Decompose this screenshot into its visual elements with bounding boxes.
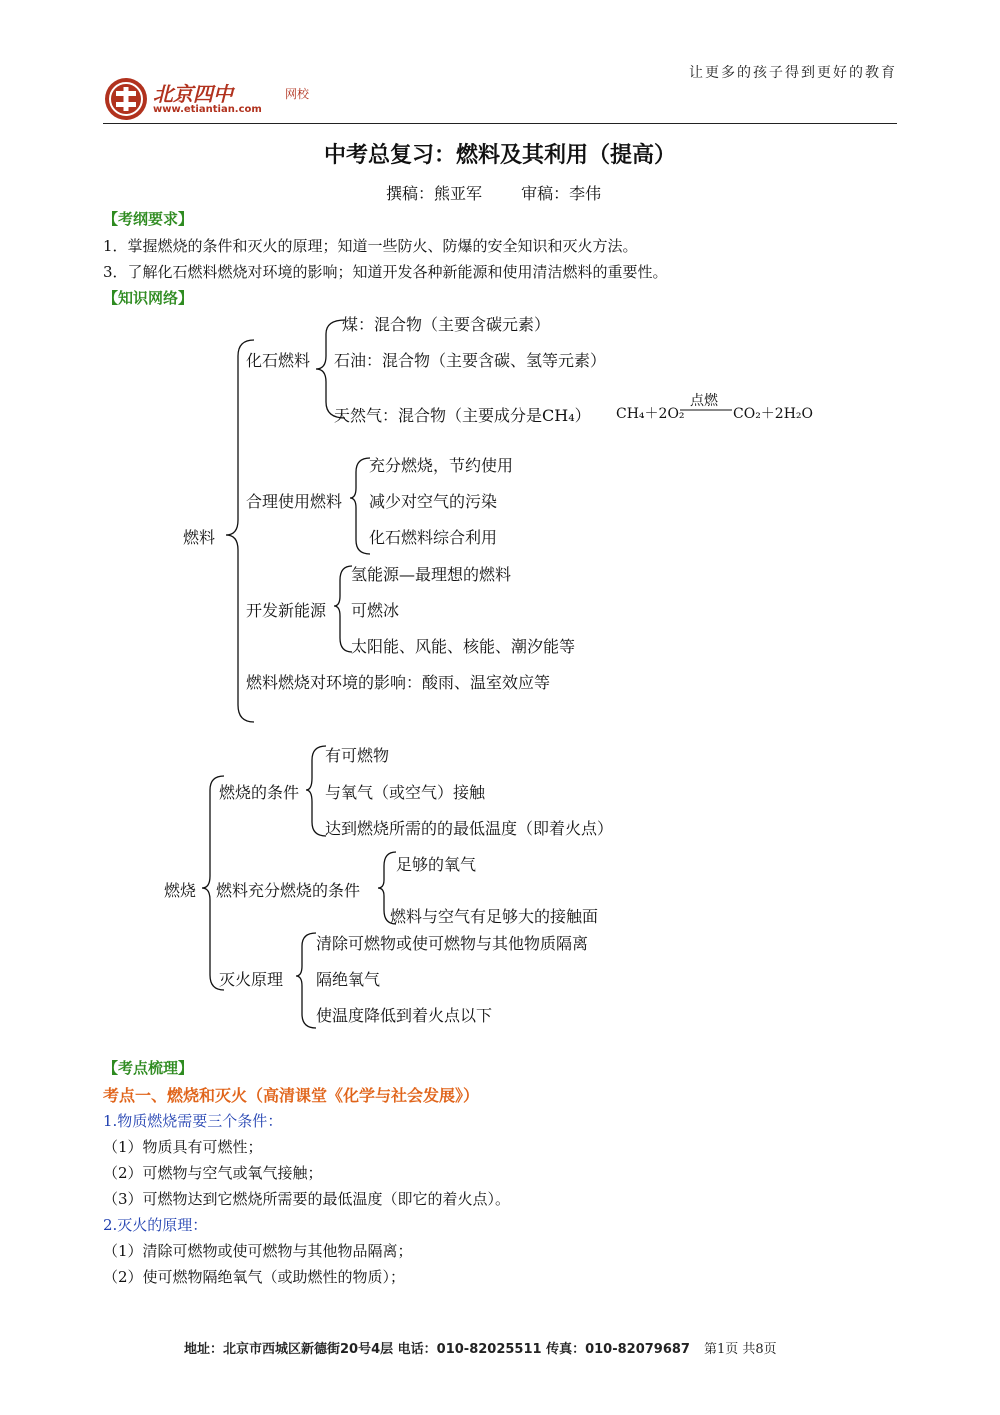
equation-right: CO₂＋2H₂O [733,406,814,422]
tree-node-new-energy: 开发新能源 [246,601,327,620]
sub1-item-2: （2）可燃物与空气或氧气接触； [103,1164,323,1182]
equation-condition: 点燃 [690,393,718,409]
logo-suffix: 网校 [285,87,310,101]
reviewer: 审稿：李伟 [521,184,602,203]
tree-leaf-full-1: 足够的氧气 [396,855,477,874]
tree-root-fuel: 燃料 [183,528,216,547]
tree-leaf-new-2: 可燃冰 [351,601,400,620]
sub2-item-1: （1）清除可燃物或使可燃物与其他物品隔离； [103,1242,413,1260]
tree-leaf-cond-1: 有可燃物 [325,746,390,765]
logo-url: www.etiantian.com [153,104,262,115]
page-footer [184,1338,777,1357]
tree-leaf-gas: 天然气：混合物（主要成分是CH₄） [334,406,591,425]
logo-name: 北京四中 [153,82,233,106]
points-heading: 【考点梳理】 [103,1059,194,1077]
footer-page-number: 第1页 共8页 [703,1342,777,1357]
tree-leaf-new-3: 太阳能、风能、核能、潮汐能等 [351,637,576,656]
point1-sub2: 2.灭火的原理： [103,1216,208,1234]
tree-leaf-new-1: 氢能源—最理想的燃料 [351,565,512,584]
outline-item-1: 1．掌握燃烧的条件和灭火的原理；知道一些防火、防爆的安全知识和灭火方法。 [103,237,638,255]
tree-leaf-cond-2: 与氧气（或空气）接触 [325,783,486,802]
tree-node-extinguish: 灭火原理 [219,970,284,989]
tree-leaf-cond-3: 达到燃烧所需的的最低温度（即着火点） [325,819,614,838]
sub2-item-2: （2）使可燃物隔绝氧气（或助燃性的物质）； [103,1268,406,1286]
tree-node-conditions: 燃烧的条件 [219,783,300,802]
tree-leaf-rational-3: 化石燃料综合利用 [369,528,498,547]
tree-node-fossil: 化石燃料 [246,351,311,370]
sub1-item-3: （3）可燃物达到它燃烧所需要的最低温度（即它的着火点）。 [103,1190,511,1208]
header-slogan: 让更多的孩子得到更好的教育 [689,65,897,81]
tree-node-rational: 合理使用燃料 [246,492,343,511]
tree-leaf-ext-2: 隔绝氧气 [316,970,381,989]
tree-leaf-rational-1: 充分燃烧，节约使用 [369,456,514,475]
tree-leaf-rational-2: 减少对空气的污染 [369,492,498,511]
network-heading: 【知识网络】 [103,289,194,307]
outline-heading: 【考纲要求】 [103,210,194,228]
sub1-item-1: （1）物质具有可燃性； [103,1138,263,1156]
page-title: 中考总复习：燃料及其利用（提高） [323,143,676,168]
tree-leaf-full-2: 燃料与空气有足够大的接触面 [390,907,599,926]
tree-node-full-burn: 燃料充分燃烧的条件 [216,881,361,900]
tree-leaf-ext-3: 使温度降低到着火点以下 [316,1006,493,1025]
equation-left: CH₄＋2O₂ [616,406,685,422]
author: 撰稿：熊亚军 [386,184,483,203]
tree-leaf-coal: 煤：混合物（主要含碳元素） [342,315,551,334]
tree-leaf-oil: 石油：混合物（主要含碳、氢等元素） [334,351,607,370]
outline-item-2: 3．了解化石燃料燃烧对环境的影响；知道开发各种新能源和使用清洁燃料的重要性。 [103,263,668,281]
tree-root-burn: 燃烧 [164,881,197,900]
footer-address: 地址：北京市西城区新德街20号4层 电话：010-82025511 传真：010-82079687 [184,1342,690,1357]
point1-sub1: 1.物质燃烧需要三个条件： [103,1112,283,1130]
tree-node-impact: 燃料燃烧对环境的影响：酸雨、温室效应等 [246,673,551,692]
point1-title: 考点一、燃烧和灭火（高清课堂《化学与社会发展》） [103,1086,480,1105]
tree-leaf-ext-1: 清除可燃物或使可燃物与其他物质隔离 [316,934,589,953]
